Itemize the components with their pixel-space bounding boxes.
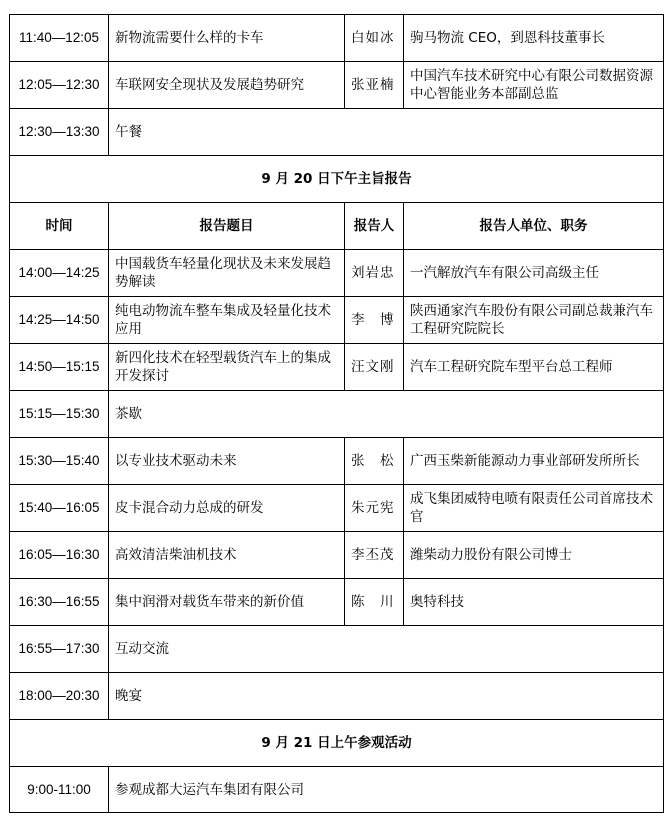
section-title: 9 月 21 日上午参观活动 bbox=[10, 720, 664, 767]
org-cell: 驹马物流 CEO，到恩科技董事长 bbox=[404, 15, 664, 62]
title-cell: 纯电动物流车整车集成及轻量化技术应用 bbox=[109, 297, 345, 344]
org-cell: 奥特科技 bbox=[404, 579, 664, 626]
table-row bbox=[10, 250, 664, 297]
title-cell: 互动交流 bbox=[109, 626, 664, 673]
speaker-cell: 白如冰 bbox=[345, 15, 404, 62]
org-cell: 成飞集团威特电喷有限责任公司首席技术官 bbox=[404, 485, 664, 532]
org-cell: 汽车工程研究院车型平台总工程师 bbox=[404, 344, 664, 391]
table-row bbox=[10, 297, 664, 344]
speaker-cell: 张亚楠 bbox=[345, 62, 404, 109]
time-cell: 12:05—12:30 bbox=[10, 62, 109, 109]
title-cell: 晚宴 bbox=[109, 673, 664, 720]
section-row bbox=[10, 720, 664, 767]
header-org: 报告人单位、职务 bbox=[404, 203, 664, 250]
section-title: 9 月 20 日下午主旨报告 bbox=[10, 156, 664, 203]
org-cell: 一汽解放汽车有限公司高级主任 bbox=[404, 250, 664, 297]
title-cell: 茶歇 bbox=[109, 391, 664, 438]
title-cell: 中国载货车轻量化现状及未来发展趋势解读 bbox=[109, 250, 345, 297]
table-row bbox=[10, 673, 664, 720]
title-cell: 以专业技术驱动未来 bbox=[109, 438, 345, 485]
table-row bbox=[10, 626, 664, 673]
table-row bbox=[10, 15, 664, 62]
title-cell: 新物流需要什么样的卡车 bbox=[109, 15, 345, 62]
time-cell: 16:30—16:55 bbox=[10, 579, 109, 626]
header-title: 报告题目 bbox=[109, 203, 345, 250]
time-cell: 14:50—15:15 bbox=[10, 344, 109, 391]
time-cell: 9:00-11:00 bbox=[10, 767, 109, 813]
table-row bbox=[10, 391, 664, 438]
title-cell: 皮卡混合动力总成的研发 bbox=[109, 485, 345, 532]
time-cell: 12:30—13:30 bbox=[10, 109, 109, 156]
title-cell: 参观成都大运汽车集团有限公司 bbox=[109, 767, 664, 813]
speaker-cell: 陈 川 bbox=[345, 579, 404, 626]
time-cell: 14:25—14:50 bbox=[10, 297, 109, 344]
time-cell: 16:05—16:30 bbox=[10, 532, 109, 579]
time-cell: 16:55—17:30 bbox=[10, 626, 109, 673]
header-time: 时间 bbox=[10, 203, 109, 250]
title-cell: 午餐 bbox=[109, 109, 664, 156]
org-cell: 广西玉柴新能源动力事业部研发所所长 bbox=[404, 438, 664, 485]
speaker-cell: 朱元宪 bbox=[345, 485, 404, 532]
table-row bbox=[10, 344, 664, 391]
table-row bbox=[10, 62, 664, 109]
time-cell: 14:00—14:25 bbox=[10, 250, 109, 297]
org-cell: 潍柴动力股份有限公司博士 bbox=[404, 532, 664, 579]
speaker-cell: 张 松 bbox=[345, 438, 404, 485]
org-cell: 中国汽车技术研究中心有限公司数据资源中心智能业务本部副总监 bbox=[404, 62, 664, 109]
table-row bbox=[10, 109, 664, 156]
table-row bbox=[10, 767, 664, 813]
speaker-cell: 刘岩忠 bbox=[345, 250, 404, 297]
speaker-cell: 汪文刚 bbox=[345, 344, 404, 391]
org-cell: 陕西通家汽车股份有限公司副总裁兼汽车工程研究院院长 bbox=[404, 297, 664, 344]
table-row bbox=[10, 438, 664, 485]
title-cell: 车联网安全现状及发展趋势研究 bbox=[109, 62, 345, 109]
table-row bbox=[10, 579, 664, 626]
title-cell: 高效清洁柴油机技术 bbox=[109, 532, 345, 579]
header-row bbox=[10, 203, 664, 250]
table-row bbox=[10, 485, 664, 532]
time-cell: 15:30—15:40 bbox=[10, 438, 109, 485]
schedule-table bbox=[9, 14, 664, 813]
time-cell: 18:00—20:30 bbox=[10, 673, 109, 720]
speaker-cell: 李丕茂 bbox=[345, 532, 404, 579]
header-speaker: 报告人 bbox=[345, 203, 404, 250]
title-cell: 新四化技术在轻型载货汽车上的集成开发探讨 bbox=[109, 344, 345, 391]
table-row bbox=[10, 532, 664, 579]
time-cell: 11:40—12:05 bbox=[10, 15, 109, 62]
speaker-cell: 李 博 bbox=[345, 297, 404, 344]
time-cell: 15:40—16:05 bbox=[10, 485, 109, 532]
section-row bbox=[10, 156, 664, 203]
time-cell: 15:15—15:30 bbox=[10, 391, 109, 438]
title-cell: 集中润滑对载货车带来的新价值 bbox=[109, 579, 345, 626]
